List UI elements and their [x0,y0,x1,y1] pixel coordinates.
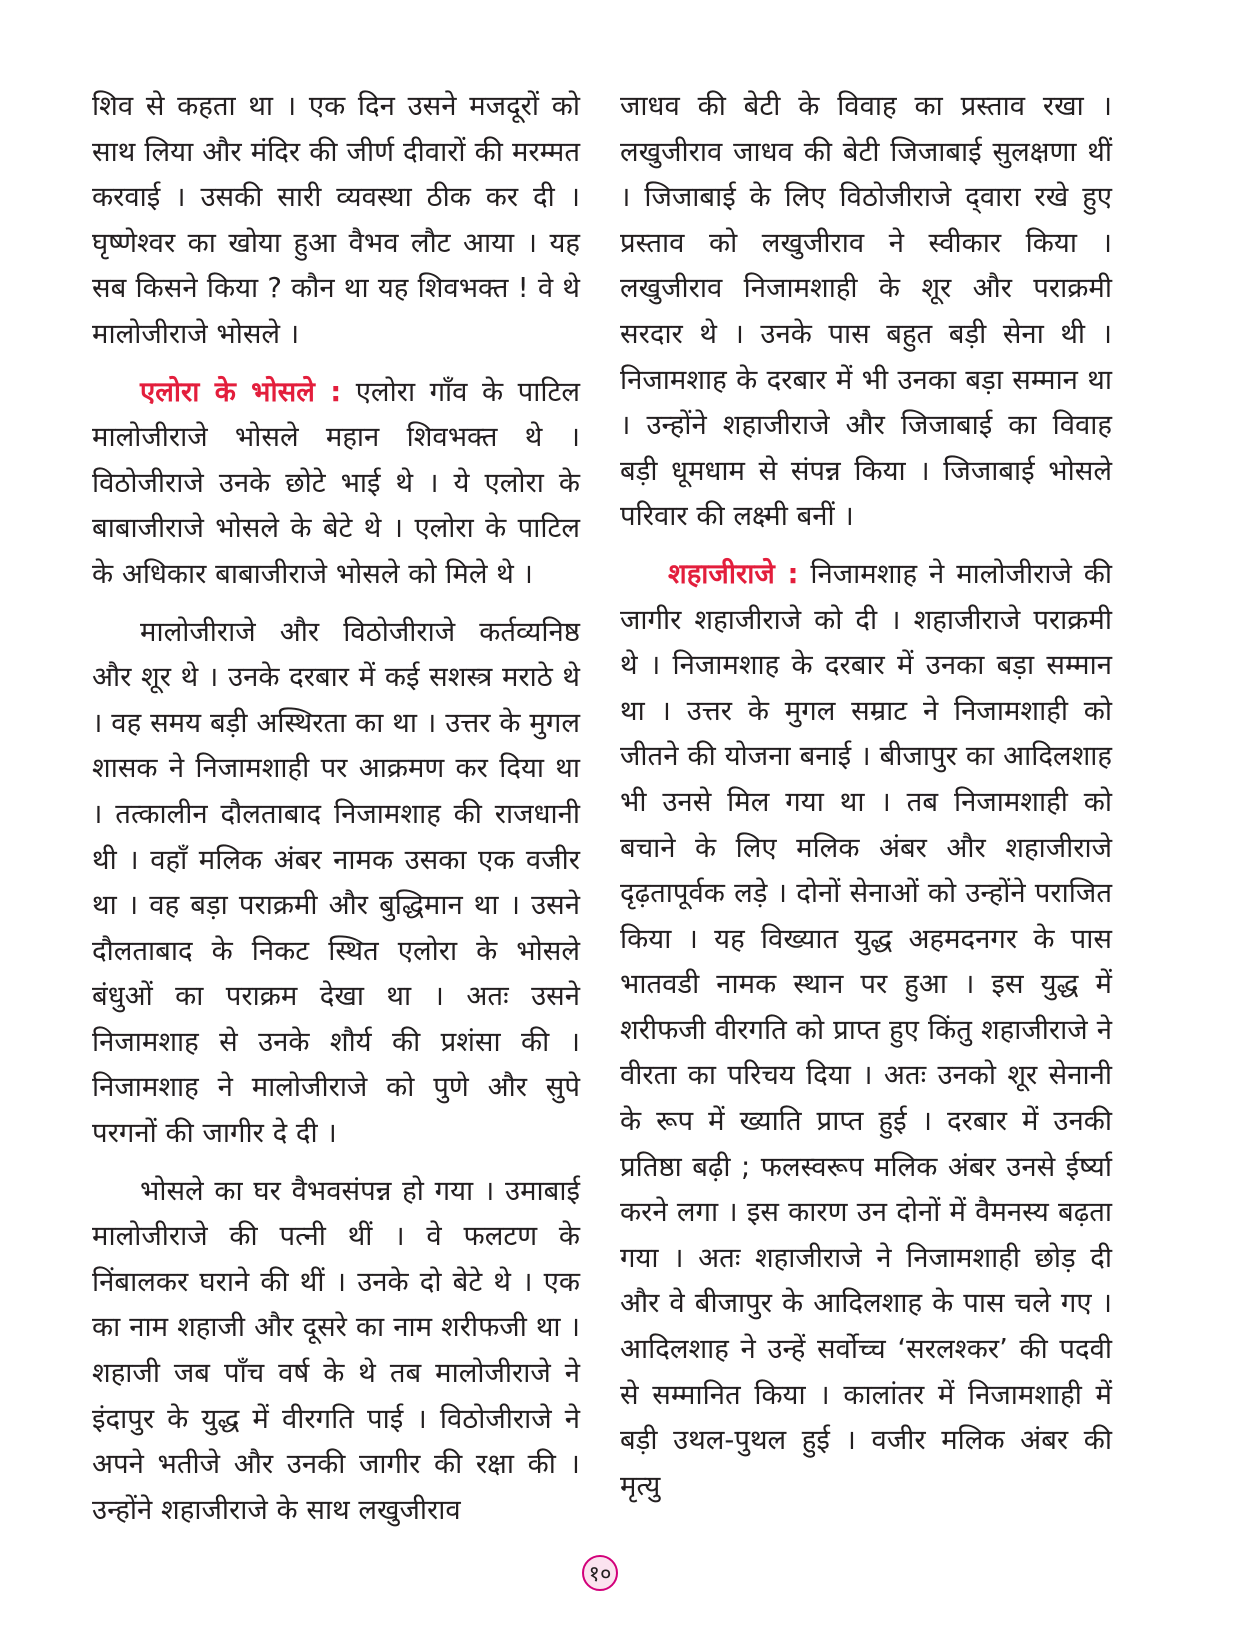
section-heading-shahajiraje: शहाजीराजे : [668,557,799,590]
right-column [620,84,1112,1509]
left-column [92,84,580,1533]
left-paragraph-2-text: एलोरा गाँव के पाटिल मालोजीराजे भोसले महान शिवभक्त थे । विठोजीराजे उनके छोटे भाई थे । ये एलोरा के बाबाजीराजे भोसले के बेटे थे । एलोरा के पाटिल के अधिकार बाबाजीराजे भोसले को मिले थे । [92,375,580,590]
left-paragraph-2 [92,370,580,598]
section-heading-ellora-bhosale: एलोरा के भोसले : [140,375,342,408]
right-paragraph-1: जाधव की बेटी के विवाह का प्रस्ताव रखा । लखुजीराव जाधव की बेटी जिजाबाई सुलक्षणा थीं । जिजाबाई के लिए विठोजीराजे द्‌वारा रखे हुए प्रस्ताव को लखुजीराव ने स्वीकार किया । लखुजीराव निजामशाही के शूर और पराक्रमी सरदार थे । उनके पास बहुत बड़ी सेना थी । निजामशाह के दरबार में भी उनका बड़ा सम्मान था । उन्होंने शहाजीराजे और जिजाबाई का विवाह बड़ी धूमधाम से संपन्न किया । जिजाबाई भोसले परिवार की लक्ष्मी बनीं । [620,90,1112,533]
right-paragraph-2 [620,552,1112,1509]
right-paragraph-2-text: निजामशाह ने मालोजीराजे की जागीर शहाजीराजे को दी । शहाजीराजे पराक्रमी थे । निजामशाह के दरबार में उनका बड़ा सम्मान था । उत्तर के मुगल सम्राट ने निजामशाही को जीतने की योजना बनाई । बीजापुर का आदिलशाह भी उनसे मिल गया था । तब निजामशाही को बचाने के लिए मलिक अंबर और शहाजीराजे दृढ़तापूर्वक लड़े । दोनों सेनाओं को उन्होंने पराजित किया । यह विख्यात युद्ध अहमदनगर के पास भातवडी नामक स्थान पर हुआ । इस युद्ध में शरीफजी वीरगति को प्राप्त हुए किंतु शहाजीराजे ने वीरता का परिचय दिया । अतः उनको शूर सेनानी के रूप में ख्याति प्राप्त हुई । दरबार में उनकी प्रतिष्ठा बढ़ी ; फलस्वरूप मलिक अंबर उनसे ईर्ष्या करने लगा । इस कारण उन दोनों में वैमनस्य बढ़ता गया । अतः शहाजीराजे ने निजामशाही छोड़ दी और वे बीजापुर के आदिलशाह के पास चले गए । आदिलशाह ने उन्हें सर्वोच्च ‘सरलश्कर’ की पदवी से सम्मानित किया । कालांतर में निजामशाही में बड़ी उथल-पुथल हुई । वजीर मलिक अंबर की मृत्यु [620,557,1112,1502]
left-paragraph-1: शिव से कहता था । एक दिन उसने मजदूरों को साथ लिया और मंदिर की जीर्ण दीवारों की मरम्मत करवाई । उसकी सारी व्यवस्था ठीक कर दी । घृष्णेश्वर का खोया हुआ वैभव लौट आया । यह सब किसने किया ? कौन था यह शिवभक्त ! वे थे मालोजीराजे भोसले । [92,90,580,350]
left-paragraph-3: मालोजीराजे और विठोजीराजे कर्तव्यनिष्ठ और शूर थे । उनके दरबार में कई सशस्त्र मराठे थे । वह समय बड़ी अस्थिरता का था । उत्तर के मुगल शासक ने निजामशाही पर आक्रमण कर दिया था । तत्कालीन दौलताबाद निजामशाह की राजधानी थी । वहाँ मलिक अंबर नामक उसका एक वजीर था । वह बड़ा पराक्रमी और बुद्धिमान था । उसने दौलताबाद के निकट स्थित एलोरा के भोसले बंधुओं का पराक्रम देखा था । अतः उसने निजामशाह से उनके शौर्य की प्रशंसा की । निजामशाह ने मालोजीराजे को पुणे और सुपे परगनों की जागीर दे दी । [92,615,580,1150]
left-paragraph-4: भोसले का घर वैभवसंपन्न हो गया । उमाबाई मालोजीराजे की पत्नी थीं । वे फलटण के निंबालकर घराने की थीं । उनके दो बेटे थे । एक का नाम शहाजी और दूसरे का नाम शरीफजी था । शहाजी जब पाँच वर्ष के थे तब मालोजीराजे ने इंदापुर के युद्ध में वीरगति पाई । विठोजीराजे ने अपने भतीजे और उनकी जागीर की रक्षा की । उन्होंने शहाजीराजे के साथ लखुजीराव [92,1174,580,1526]
page-number: १० [582,1555,618,1591]
